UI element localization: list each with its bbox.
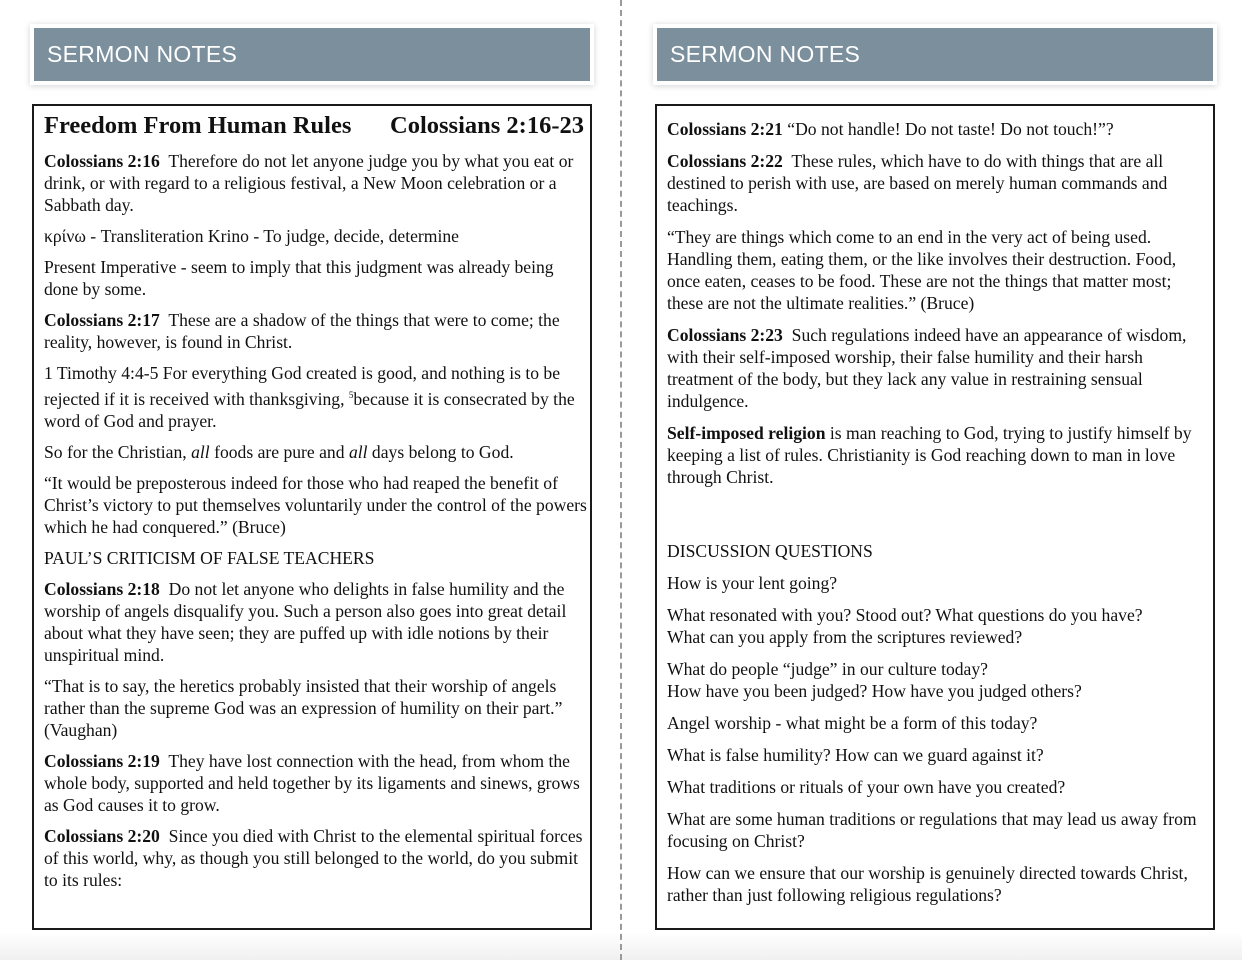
verse-ref: Colossians 2:23 — [667, 325, 783, 345]
question-1: How is your lent going? — [667, 573, 838, 593]
verse-2-22 — [667, 150, 1209, 216]
vaughan-quote: “That is to say, the heretics probably insisted that their worship of angels rather than the supreme God was an expression of humility on their part.” (Vaughan) — [44, 675, 563, 740]
question-5: What is false humility? How can we guard against it? — [667, 745, 1044, 765]
verse-2-21 — [667, 118, 1209, 140]
verse-2-16 — [44, 150, 588, 216]
right-header-label: SERMON NOTES — [670, 41, 861, 67]
right-notes-box — [655, 104, 1215, 930]
verse-text: 1 Timothy 4:4-5 For everything God created is good, and nothing is to be rejected if it is received with thanksgiving, — [44, 363, 561, 409]
verse-2-19 — [44, 750, 588, 816]
question-6: What traditions or rituals of your own have you created? — [667, 777, 1066, 797]
left-notes-box — [32, 104, 592, 930]
discussion-heading: DISCUSSION QUESTIONS — [667, 541, 873, 561]
note-text: So for the Christian, — [44, 441, 187, 462]
verse-text: Since you died with Christ to the elemental spiritual forces of this world, why, as though you still belonged to the world, do you submit to its rules: — [44, 825, 583, 890]
verse-text: Such regulations indeed have an appearance of wisdom, with their self-imposed worship, their false humility and their harsh treatment of the body, but they lack any value in restraining sensual indulgence. — [667, 325, 1187, 411]
sermon-title: Freedom From Human Rules — [44, 112, 352, 139]
verse-ref: Colossians 2:20 — [44, 825, 160, 846]
bruce-quote: “It would be preposterous indeed for those who had reaped the benefit of Christ’s victory to put themselves voluntarily under the control of the powers which he had conquered.” (Bruce) — [44, 472, 587, 537]
verse-2-23 — [667, 324, 1209, 412]
verse-2-17 — [44, 309, 588, 353]
verse-text: “Do not handle! Do not taste! Do not touch!”? — [787, 119, 1114, 139]
question-3 — [667, 658, 1209, 702]
verse-ref: Colossians 2:17 — [44, 310, 160, 330]
note-text: is man reaching to God, trying to justify himself by keeping a list of rules. Christianity is God reaching down to man in love through Christ. — [667, 423, 1192, 487]
spacer — [667, 498, 1209, 540]
left-header — [34, 28, 590, 81]
verse-text: These rules, which have to do with things that are all destined to perish with use, are based on merely human commands and teachings. — [667, 151, 1168, 215]
question-2 — [667, 604, 1209, 648]
note-text: foods are pure and — [214, 441, 345, 462]
verse-text: They have lost connection with the head, from whom the whole body, supported and held together by its ligaments and sinews, grows as God causes it to grow. — [44, 750, 580, 815]
question-line: What resonated with you? Stood out? What questions do you have? — [667, 605, 1143, 625]
question-4: Angel worship - what might be a form of this today? — [667, 713, 1038, 733]
fold-line — [620, 0, 622, 960]
christian-freedom-note — [44, 441, 588, 463]
verse-text: because it is consecrated by the word of God and prayer. — [44, 388, 575, 431]
self-imposed-religion-note — [667, 422, 1209, 488]
bruce-quote-2: “They are things which come to an end in the very act of being used. Handling them, eating them, or the like involves their destruction. Food, once eaten, ceases to be food. These are not the things that matter most; these are not the ultimate realities.” (Bruce) — [667, 227, 1177, 313]
sermon-title-row — [44, 112, 588, 140]
verse-2-20 — [44, 825, 588, 891]
verse-ref: Colossians 2:21 — [667, 119, 783, 139]
question-line: What can you apply from the scriptures reviewed? — [667, 627, 1023, 647]
verse-text: Do not let anyone who delights in false humility and the worship of angels disqualify you. Such a person also goes into great detail about what they have seen; they are puffed up with idle notions by their unspiritual mind. — [44, 578, 567, 665]
timothy-verse — [44, 362, 588, 432]
emphasis: all — [191, 441, 210, 462]
sermon-reference: Colossians 2:16-23 — [390, 112, 584, 139]
note-text: days belong to God. — [371, 441, 514, 462]
verse-text: These are a shadow of the things that were to come; the reality, however, is found in Christ. — [44, 310, 560, 352]
section-heading: PAUL’S CRITICISM OF FALSE TEACHERS — [44, 547, 375, 568]
question-8: How can we ensure that our worship is genuinely directed towards Christ, rather than just following religious regulations? — [667, 863, 1188, 905]
question-line: How have you been judged? How have you judged others? — [667, 681, 1082, 701]
verse-ref: Colossians 2:18 — [44, 578, 160, 599]
verse-ref: Colossians 2:19 — [44, 750, 160, 771]
question-line: What do people “judge” in our culture today? — [667, 659, 988, 679]
question-7: What are some human traditions or regulations that may lead us away from focusing on Christ? — [667, 809, 1197, 851]
right-header — [657, 28, 1213, 81]
verse-ref: Colossians 2:16 — [44, 151, 160, 171]
verse-2-18 — [44, 578, 588, 666]
verse-number: 5 — [348, 390, 354, 400]
verse-text: Therefore do not let anyone judge you by what you eat or drink, or with regard to a religious festival, a New Moon celebration or a Sabbath day. — [44, 151, 574, 215]
term: Self-imposed religion — [667, 423, 826, 443]
left-header-label: SERMON NOTES — [47, 41, 238, 67]
emphasis: all — [348, 441, 368, 462]
verse-ref: Colossians 2:22 — [667, 151, 783, 171]
greek-word-note: κρίνω - Transliteration Krino - To judge, decide, determine — [44, 226, 459, 246]
imperative-note: Present Imperative - seem to imply that this judgment was already being done by some. — [44, 257, 554, 299]
